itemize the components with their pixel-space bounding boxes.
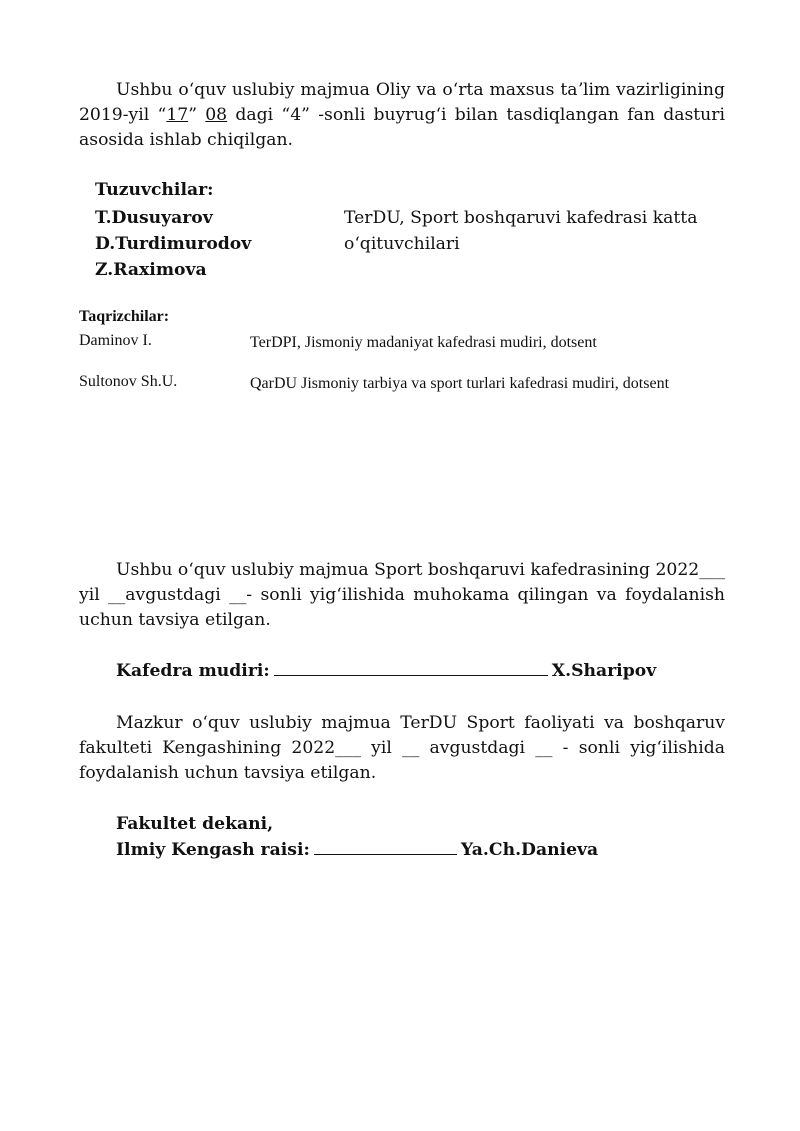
faculty-sign-line1: Fakultet dekani,	[116, 814, 274, 834]
faculty-paragraph: Mazkur oʻquv uslubiy majmua TerDU Sport faoliyati va boshqaruv fakulteti Kengashining 2022___ yil __ avgustdagi __ - sonli yigʻilishida foydalanish uchun tavsiya etilgan.	[79, 713, 725, 783]
compiler-name: Z.Raximova	[95, 260, 207, 280]
reviewer-name: Sultonov Sh.U.	[79, 373, 178, 390]
faculty-signature	[116, 840, 598, 860]
compiler-name: T.Dusuyarov	[95, 208, 213, 228]
compilers-title: Tuzuvchilar:	[95, 180, 214, 200]
intro-text-before: Ushbu oʻquv uslubiy majmua Oliy va oʻrta maxsus taʼlim vazirligining 2019-yil “	[79, 80, 725, 125]
intro-month: 08	[205, 105, 228, 125]
intro-text-mid: ”	[188, 105, 206, 125]
reviewer-name: Daminov I.	[79, 332, 152, 349]
intro-text-after: dagi “4” -sonli buyrugʻi bilan tasdiqlangan fan dasturi asosida ishlab chiqilgan.	[79, 105, 725, 150]
reviewer-role: QarDU Jismoniy tarbiya va sport turlari kafedrasi mudiri, dotsent	[250, 375, 670, 392]
compiler-name: D.Turdimurodov	[95, 234, 252, 254]
reviewers-title: Taqrizchilar:	[79, 308, 170, 325]
signature-line	[274, 674, 548, 676]
department-sign-name: X.Sharipov	[551, 661, 657, 681]
compilers-role: TerDU, Sport boshqaruvi kafedrasi katta oʻqituvchilari	[344, 208, 698, 254]
intro-day: 17	[166, 105, 189, 125]
signature-line	[314, 853, 457, 855]
faculty-sign-label: Ilmiy Kengash raisi:	[116, 840, 310, 860]
intro-paragraph	[79, 78, 725, 153]
department-sign-label: Kafedra mudiri:	[116, 661, 270, 681]
compilers-names	[95, 205, 251, 283]
reviewer-role: TerDPI, Jismoniy madaniyat kafedrasi mudiri, dotsent	[250, 334, 597, 351]
department-signature	[116, 661, 656, 681]
faculty-sign-name: Ya.Ch.Danieva	[460, 840, 599, 860]
department-paragraph: Ushbu oʻquv uslubiy majmua Sport boshqaruvi kafedrasining 2022___ yil __avgustdagi __- sonli yigʻilishida muhokama qilingan va foydalanish uchun tavsiya etilgan.	[79, 560, 725, 630]
